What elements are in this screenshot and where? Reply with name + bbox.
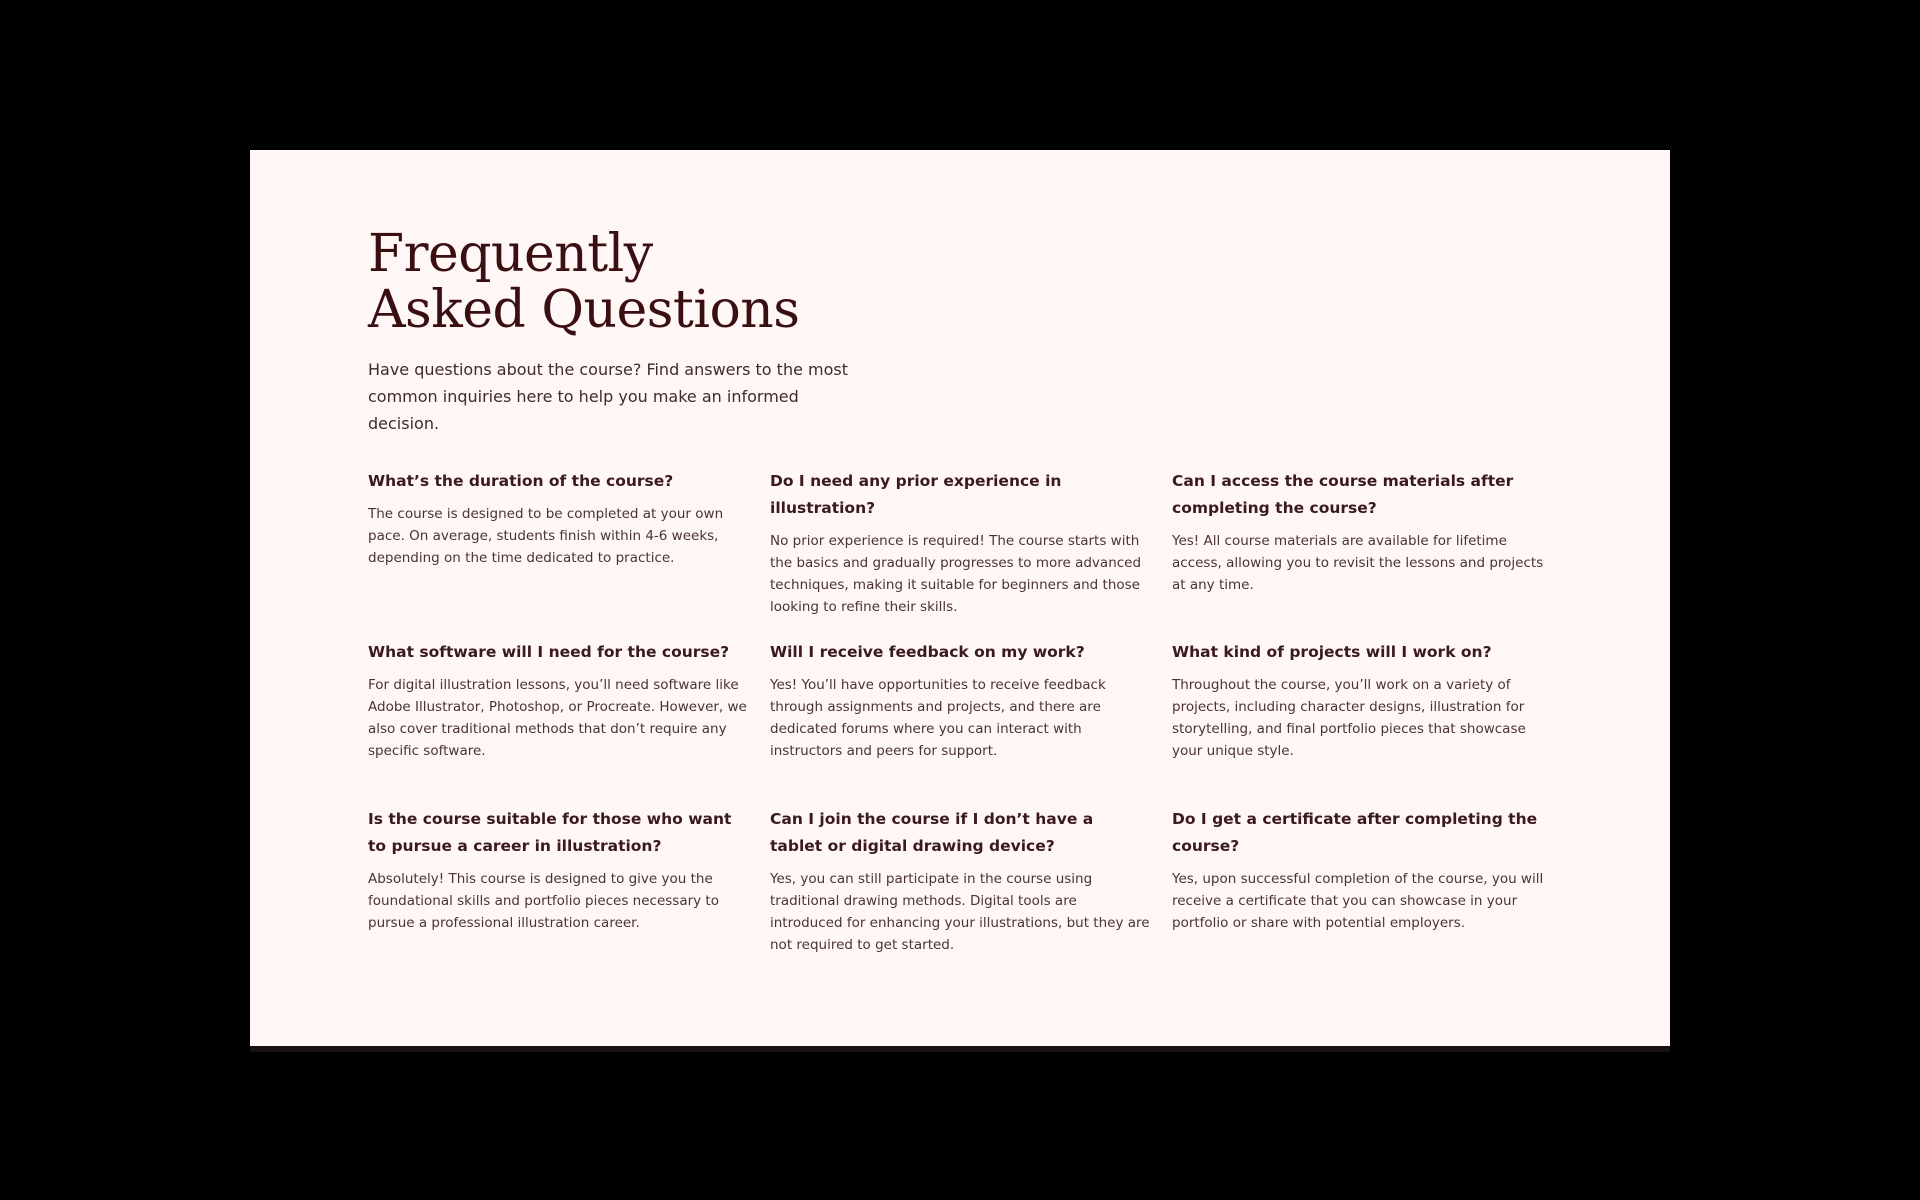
faq-item-prior-experience bbox=[770, 468, 1150, 618]
faq-item-materials-access bbox=[1172, 468, 1557, 596]
faq-question: Will I receive feedback on my work? bbox=[770, 643, 1085, 661]
faq-answer: Yes! You’ll have opportunities to receive feedback through assignments and projects, and there are dedicated forums where you can interact with instructors and peers for support. bbox=[770, 677, 1106, 759]
page-title-line-1: Frequently bbox=[368, 224, 653, 284]
faq-item-software bbox=[368, 639, 748, 762]
faq-answer: For digital illustration lessons, you’ll need software like Adobe Illustrator, Photoshop, or Procreate. However, we also cover traditional methods that don’t require any specific software. bbox=[368, 677, 747, 759]
faq-answer: No prior experience is required! The course starts with the basics and gradually progresses to more advanced techniques, making it suitable for beginners and those looking to refine their skills. bbox=[770, 533, 1142, 615]
page-title-line-2: Asked Questions bbox=[368, 280, 800, 340]
faq-item-tablet bbox=[770, 806, 1150, 956]
faq-intro-text: Have questions about the course? Find answers to the most common inquiries here to help you make an informed decision. bbox=[368, 360, 848, 433]
faq-section bbox=[250, 150, 1670, 1046]
faq-question: Can I access the course materials after completing the course? bbox=[1172, 472, 1514, 517]
faq-answer: Absolutely! This course is designed to give you the foundational skills and portfolio pieces necessary to pursue a professional illustration career. bbox=[368, 871, 719, 931]
faq-item-feedback bbox=[770, 639, 1150, 762]
faq-question: What’s the duration of the course? bbox=[368, 472, 674, 490]
page-title bbox=[368, 226, 928, 338]
faq-item-career bbox=[368, 806, 748, 934]
faq-item-certificate bbox=[1172, 806, 1557, 934]
faq-question: What kind of projects will I work on? bbox=[1172, 643, 1492, 661]
faq-question: Can I join the course if I don’t have a tablet or digital drawing device? bbox=[770, 810, 1094, 855]
faq-answer: Yes, upon successful completion of the course, you will receive a certificate that you can showcase in your portfolio or share with potential employers. bbox=[1172, 871, 1544, 931]
faq-question: Is the course suitable for those who want to pursue a career in illustration? bbox=[368, 810, 732, 855]
faq-item-duration bbox=[368, 468, 748, 569]
faq-answer: Yes, you can still participate in the course using traditional drawing methods. Digital tools are introduced for enhancing your illustrations, but they are not required to get started. bbox=[770, 871, 1150, 953]
faq-answer: The course is designed to be completed at your own pace. On average, students finish within 4-6 weeks, depending on the time dedicated to practice. bbox=[368, 506, 724, 566]
faq-answer: Yes! All course materials are available for lifetime access, allowing you to revisit the lessons and projects at any time. bbox=[1172, 533, 1544, 593]
faq-question: What software will I need for the course? bbox=[368, 643, 730, 661]
faq-answer: Throughout the course, you’ll work on a variety of projects, including character designs, illustration for storytelling, and final portfolio pieces that showcase your unique style. bbox=[1172, 677, 1526, 759]
panel-bottom-edge bbox=[250, 1046, 1670, 1052]
faq-question: Do I need any prior experience in illustration? bbox=[770, 472, 1062, 517]
faq-question: Do I get a certificate after completing the course? bbox=[1172, 810, 1538, 855]
faq-item-projects bbox=[1172, 639, 1557, 762]
